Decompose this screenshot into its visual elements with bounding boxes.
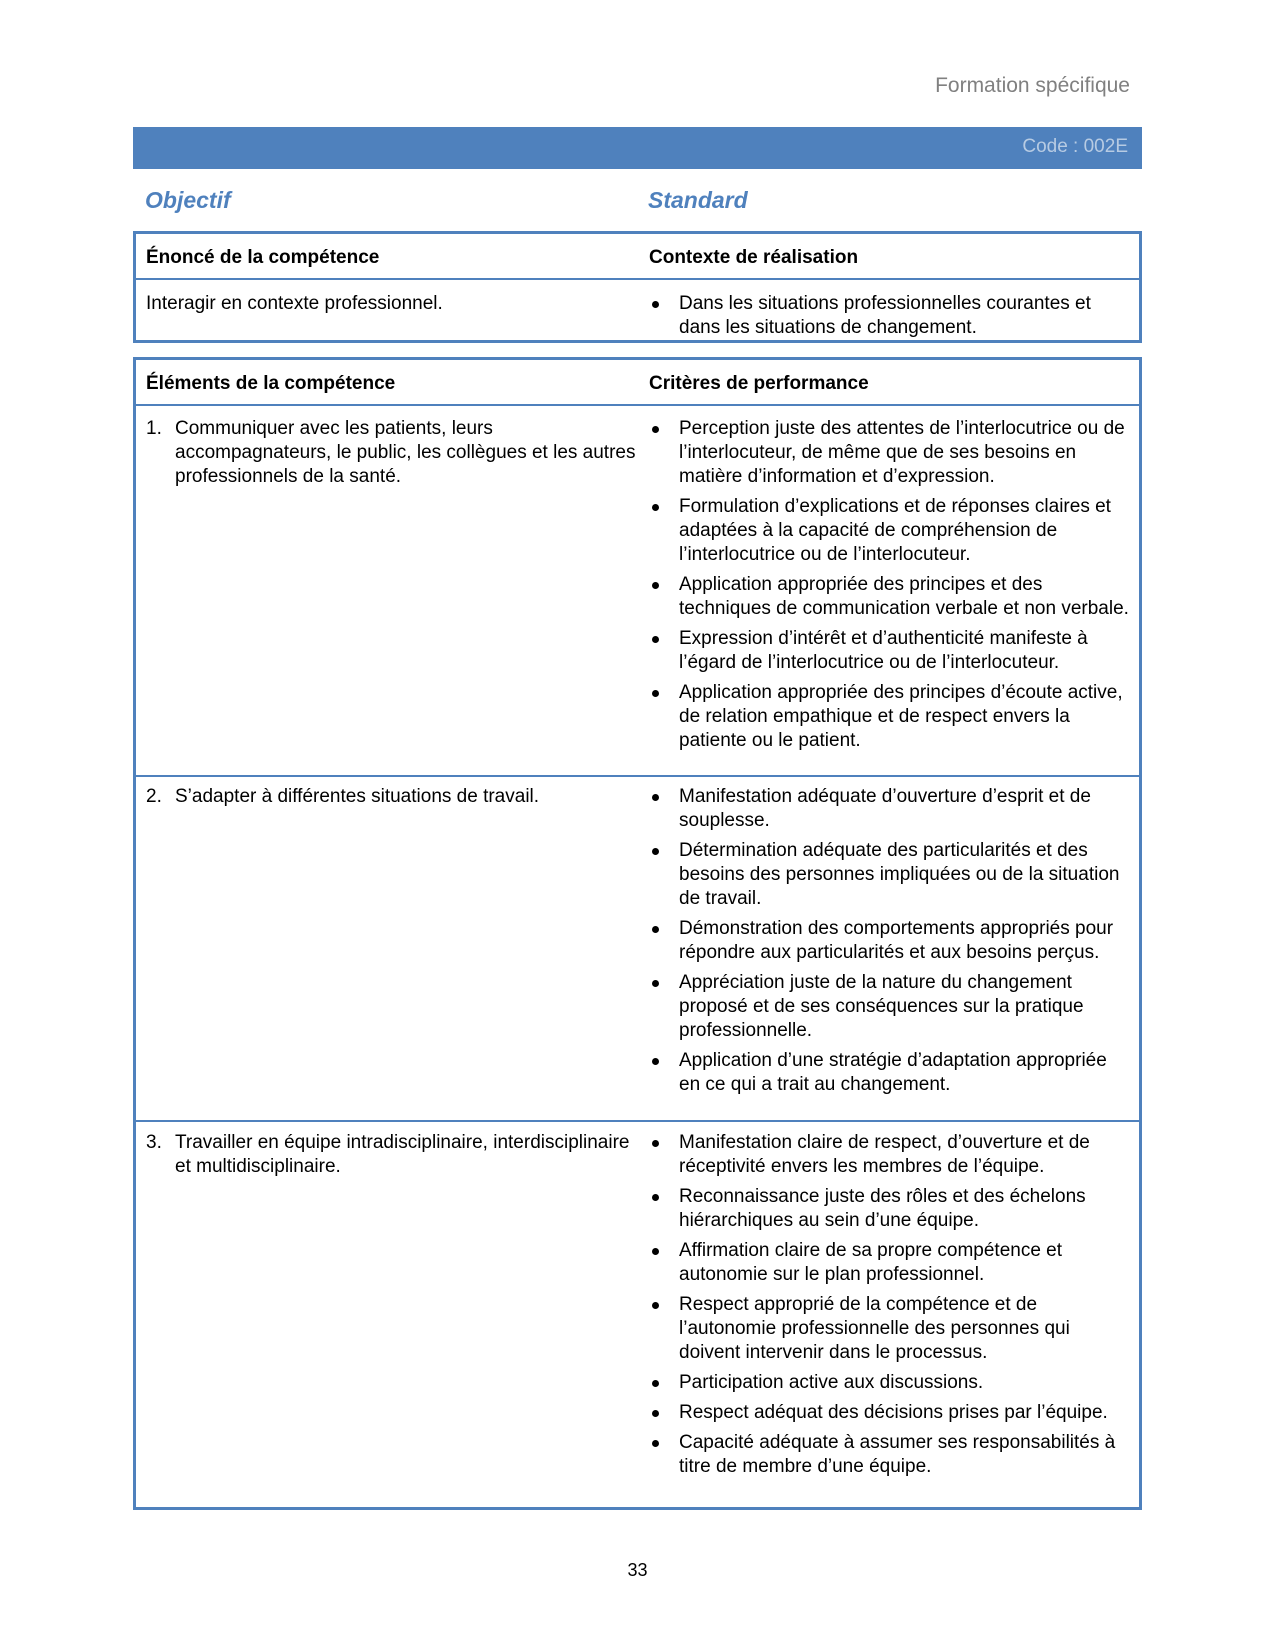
element-1 — [146, 417, 636, 489]
criterion-item: Affirmation claire de sa propre compétence et autonomie sur le plan professionnel. — [649, 1239, 1129, 1287]
element-number: 2. — [146, 786, 162, 807]
element-number: 1. — [146, 418, 162, 439]
context-list-wrap — [649, 292, 1129, 346]
statement-header-row — [136, 234, 1139, 280]
criteria-1-wrap — [649, 417, 1129, 759]
criterion-item: Manifestation claire de respect, d’ouverture et de réceptivité envers les membres de l’équipe. — [649, 1131, 1129, 1179]
objective-label: Objectif — [145, 187, 231, 213]
criterion-item: Appréciation juste de la nature du changement proposé et de ses conséquences sur la pratique professionnelle. — [649, 971, 1129, 1043]
element-3 — [146, 1131, 636, 1179]
criteria-list-3 — [649, 1131, 1129, 1479]
context-heading: Contexte de réalisation — [649, 247, 859, 268]
element-row-2 — [136, 775, 1139, 1120]
criterion-item: Capacité adéquate à assumer ses responsabilités à titre de membre d’une équipe. — [649, 1431, 1129, 1479]
criterion-item: Manifestation adéquate d’ouverture d’esprit et de souplesse. — [649, 785, 1129, 833]
criteria-list-2 — [649, 785, 1129, 1097]
elements-table — [133, 357, 1142, 1510]
criterion-item: Participation active aux discussions. — [649, 1371, 1129, 1395]
criterion-item: Détermination adéquate des particularités et des besoins des personnes impliquées ou de la situation de travail. — [649, 839, 1129, 911]
standard-label: Standard — [648, 187, 748, 213]
element-text: S’adapter à différentes situations de travail. — [175, 786, 540, 807]
element-2 — [146, 785, 636, 809]
element-row-3 — [136, 1120, 1139, 1507]
element-text: Travailler en équipe intradisciplinaire, interdisciplinaire et multidisciplinaire. — [175, 1132, 630, 1177]
criterion-item: Perception juste des attentes de l’interlocutrice ou de l’interlocuteur, de même que de ses besoins en matière d’information et d’expression. — [649, 417, 1129, 489]
elements-header-row — [136, 360, 1139, 406]
criterion-item: Application appropriée des principes et des techniques de communication verbale et non verbale. — [649, 573, 1129, 621]
criterion-item: Expression d’intérêt et d’authenticité manifeste à l’égard de l’interlocutrice ou de l’interlocuteur. — [649, 627, 1129, 675]
criterion-item: Application d’une stratégie d’adaptation appropriée en ce qui a trait au changement. — [649, 1049, 1129, 1097]
program-title: Formation spécifique — [935, 74, 1130, 97]
context-item: Dans les situations professionnelles courantes et dans les situations de changement. — [649, 292, 1129, 340]
criteria-2-wrap — [649, 785, 1129, 1103]
context-list — [649, 292, 1129, 340]
criterion-item: Respect approprié de la compétence et de l’autonomie professionnelle des personnes qui doivent intervenir dans le processus. — [649, 1293, 1129, 1365]
element-text: Communiquer avec les patients, leurs accompagnateurs, le public, les collègues et les autres professionnels de la santé. — [175, 418, 636, 487]
element-number: 3. — [146, 1132, 162, 1153]
criterion-item: Respect adéquat des décisions prises par l’équipe. — [649, 1401, 1129, 1425]
header-bar — [133, 127, 1142, 169]
criterion-item: Formulation d’explications et de réponses claires et adaptées à la capacité de compréhension de l’interlocutrice ou de l’interlocuteur. — [649, 495, 1129, 567]
criteria-3-wrap — [649, 1131, 1129, 1485]
statement-table — [133, 231, 1142, 343]
page-number: 33 — [627, 1560, 648, 1580]
statement-heading: Énoncé de la compétence — [146, 247, 380, 268]
criterion-item: Application appropriée des principes d’écoute active, de relation empathique et de respect envers la patiente ou le patient. — [649, 681, 1129, 753]
criteria-heading: Critères de performance — [649, 373, 869, 394]
elements-heading: Éléments de la compétence — [146, 373, 396, 394]
competency-code: Code : 002E — [1022, 136, 1128, 157]
criteria-list-1 — [649, 417, 1129, 753]
element-row-1 — [136, 406, 1139, 775]
criterion-item: Démonstration des comportements appropriés pour répondre aux particularités et aux besoins perçus. — [649, 917, 1129, 965]
criterion-item: Reconnaissance juste des rôles et des échelons hiérarchiques au sein d’une équipe. — [649, 1185, 1129, 1233]
competence-statement: Interagir en contexte professionnel. — [146, 293, 443, 314]
